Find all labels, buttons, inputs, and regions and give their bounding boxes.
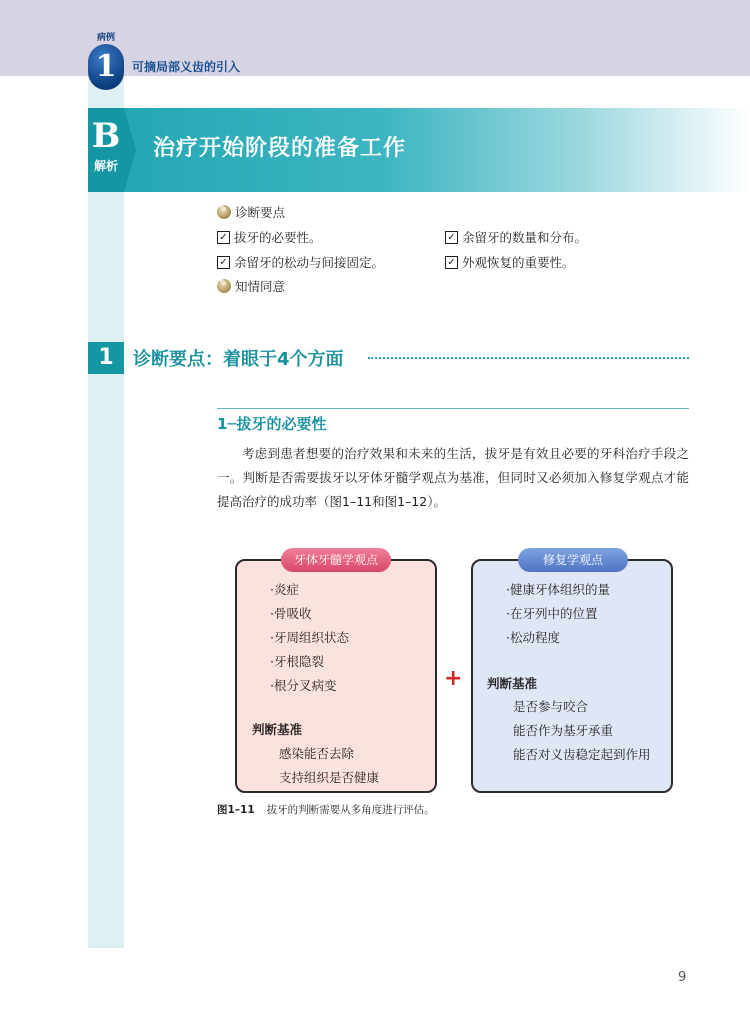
checklist-item [445, 253, 575, 271]
endodontic-bullet: ·炎症 [270, 582, 299, 597]
endodontic-label: 牙体牙髓学观点 [281, 548, 391, 572]
caption-text: 拔牙的判断需要从多角度进行评估。 [266, 804, 435, 816]
prosthodontic-bullet: ·在牙列中的位置 [506, 606, 598, 621]
checklist-item-label: 外观恢复的重要性。 [462, 255, 575, 270]
prosthodontic-bullet: ·健康牙体组织的量 [506, 582, 610, 597]
checkbox-checked-icon: ✓ [217, 256, 230, 269]
caption-label: 图1–11 [217, 804, 255, 816]
endodontic-criterion: 支持组织是否健康 [279, 770, 380, 785]
prosthodontic-criteria-heading: 判断基准 [487, 676, 538, 691]
endodontic-criteria-heading: 判断基准 [252, 722, 303, 737]
banner-arrow [124, 108, 136, 192]
checkbox-checked-icon: ✓ [445, 231, 458, 244]
checklist-item [217, 228, 322, 246]
medal-icon [217, 279, 231, 293]
checklist-diagnosis-label: 诊断要点 [235, 205, 286, 220]
page-number: 9 [678, 970, 687, 985]
endodontic-bullet: ·牙周组织状态 [270, 630, 349, 645]
prosthodontic-criterion: 能否对义齿稳定起到作用 [513, 747, 651, 762]
checklist-item [445, 228, 587, 246]
case-title: 可摘局部义齿的引入 [132, 60, 241, 74]
figure-caption [217, 802, 435, 817]
checklist-consent-label: 知情同意 [235, 279, 286, 294]
banner-title: 治疗开始阶段的准备工作 [153, 136, 407, 161]
checklist-diagnosis [217, 203, 285, 221]
prosthodontic-criterion: 是否参与咬合 [513, 699, 589, 714]
section-title: 诊断要点：着眼于4个方面 [133, 349, 344, 370]
case-label: 病例 [96, 33, 115, 43]
endodontic-criterion: 感染能否去除 [279, 746, 355, 761]
checklist-item-label: 余留牙的松动与间接固定。 [234, 255, 385, 270]
plus-sign: + [444, 666, 463, 691]
checkbox-checked-icon: ✓ [445, 256, 458, 269]
section-number: 1 [88, 342, 124, 374]
subsection-title: 1─拔牙的必要性 [217, 415, 327, 433]
endodontic-bullet: ·牙根隐裂 [270, 654, 324, 669]
prosthodontic-criterion: 能否作为基牙承重 [513, 723, 614, 738]
side-stripe [88, 76, 124, 948]
checklist-item [217, 253, 384, 271]
medal-icon [217, 205, 231, 219]
case-number-badge: 1 [88, 44, 124, 90]
banner-letter: B [91, 116, 121, 156]
prosthodontic-bullet: ·松动程度 [506, 630, 560, 645]
endodontic-bullet: ·骨吸收 [270, 606, 312, 621]
body-paragraph: 考虑到患者想要的治疗效果和未来的生活，拔牙是有效且必要的牙科治疗手段之一。判断是否需要拔牙以牙体牙髓学观点为基准，但同时又必须加入修复学观点才能提高治疗的成功率（图1–11和图1–12）。 [217, 446, 689, 509]
checkbox-checked-icon: ✓ [217, 231, 230, 244]
checklist-item-label: 余留牙的数量和分布。 [462, 230, 588, 245]
section-dotted-rule [368, 357, 689, 359]
endodontic-bullet: ·根分叉病变 [270, 678, 337, 693]
prosthodontic-label: 修复学观点 [518, 548, 628, 572]
checklist-item-label: 拔牙的必要性。 [234, 230, 322, 245]
subsection-rule [217, 408, 689, 409]
checklist-consent [217, 277, 285, 295]
banner-subtitle: 解析 [93, 159, 118, 173]
